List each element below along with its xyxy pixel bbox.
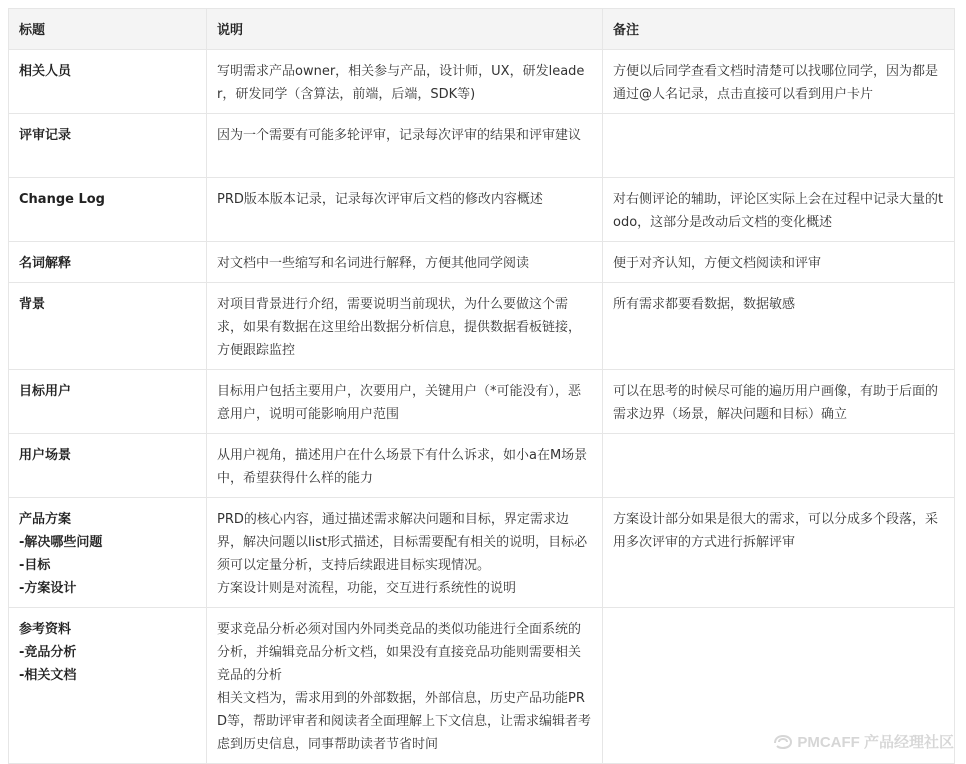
row-title: 产品方案 -解决哪些问题 -目标 -方案设计 bbox=[9, 498, 207, 608]
watermark-text: PMCAFF 产品经理社区 bbox=[797, 734, 954, 751]
row-note: 方便以后同学查看文档时清楚可以找哪位同学，因为都是通过@人名记录，点击直接可以看到用户卡片 bbox=[603, 50, 955, 114]
row-description: 目标用户包括主要用户，次要用户，关键用户（*可能没有），恶意用户，说明可能影响用户范围 bbox=[207, 370, 603, 434]
table-row bbox=[9, 283, 955, 370]
row-note: 方案设计部分如果是很大的需求，可以分成多个段落，采用多次评审的方式进行拆解评审 bbox=[603, 498, 955, 608]
row-title: 目标用户 bbox=[9, 370, 207, 434]
row-description: PRD版本版本记录，记录每次评审后文档的修改内容概述 bbox=[207, 178, 603, 242]
watermark bbox=[773, 731, 954, 752]
row-description: 因为一个需要有可能多轮评审，记录每次评审的结果和评审建议 bbox=[207, 114, 603, 178]
table-row bbox=[9, 370, 955, 434]
prd-structure-table bbox=[8, 8, 955, 764]
header-description: 说明 bbox=[207, 9, 603, 50]
row-title: 相关人员 bbox=[9, 50, 207, 114]
row-title: 名词解释 bbox=[9, 242, 207, 283]
row-description: 对文档中一些缩写和名词进行解释，方便其他同学阅读 bbox=[207, 242, 603, 283]
row-description: 从用户视角，描述用户在什么场景下有什么诉求，如小a在M场景中，希望获得什么样的能力 bbox=[207, 434, 603, 498]
row-note: 所有需求都要看数据，数据敏感 bbox=[603, 283, 955, 370]
row-title: 用户场景 bbox=[9, 434, 207, 498]
row-note: 对右侧评论的辅助，评论区实际上会在过程中记录大量的todo，这部分是改动后文档的变化概述 bbox=[603, 178, 955, 242]
table-row bbox=[9, 434, 955, 498]
pmcaff-logo-icon bbox=[773, 734, 793, 750]
table-row bbox=[9, 498, 955, 608]
row-note bbox=[603, 434, 955, 498]
row-description: PRD的核心内容，通过描述需求解决问题和目标，界定需求边界，解决问题以list形式描述，目标需要配有相关的说明，目标必须可以定量分析，支持后续跟进目标实现情况。 方案设计则是对流程，功能，交互进行系统性的说明 bbox=[207, 498, 603, 608]
row-title: 背景 bbox=[9, 283, 207, 370]
row-title: Change Log bbox=[9, 178, 207, 242]
row-note: 可以在思考的时候尽可能的遍历用户画像，有助于后面的需求边界（场景，解决问题和目标）确立 bbox=[603, 370, 955, 434]
table-row bbox=[9, 50, 955, 114]
row-description: 写明需求产品owner，相关参与产品，设计师，UX，研发leader，研发同学（含算法，前端，后端，SDK等) bbox=[207, 50, 603, 114]
row-note bbox=[603, 114, 955, 178]
table-row bbox=[9, 178, 955, 242]
row-note: 便于对齐认知，方便文档阅读和评审 bbox=[603, 242, 955, 283]
table-row bbox=[9, 242, 955, 283]
row-title: 评审记录 bbox=[9, 114, 207, 178]
header-title: 标题 bbox=[9, 9, 207, 50]
row-description: 对项目背景进行介绍，需要说明当前现状，为什么要做这个需求，如果有数据在这里给出数据分析信息，提供数据看板链接，方便跟踪监控 bbox=[207, 283, 603, 370]
table-row bbox=[9, 114, 955, 178]
row-description: 要求竞品分析必须对国内外同类竞品的类似功能进行全面系统的分析，并编辑竞品分析文档，如果没有直接竞品功能则需要相关竞品的分析 相关文档为，需求用到的外部数据，外部信息，历史产品功能PRD等，帮助评审者和阅读者全面理解上下文信息，让需求编辑者考虑到历史信息，同事帮助读者节省时间 bbox=[207, 608, 603, 764]
table-header-row bbox=[9, 9, 955, 50]
header-note: 备注 bbox=[603, 9, 955, 50]
row-title: 参考资料 -竞品分析 -相关文档 bbox=[9, 608, 207, 764]
